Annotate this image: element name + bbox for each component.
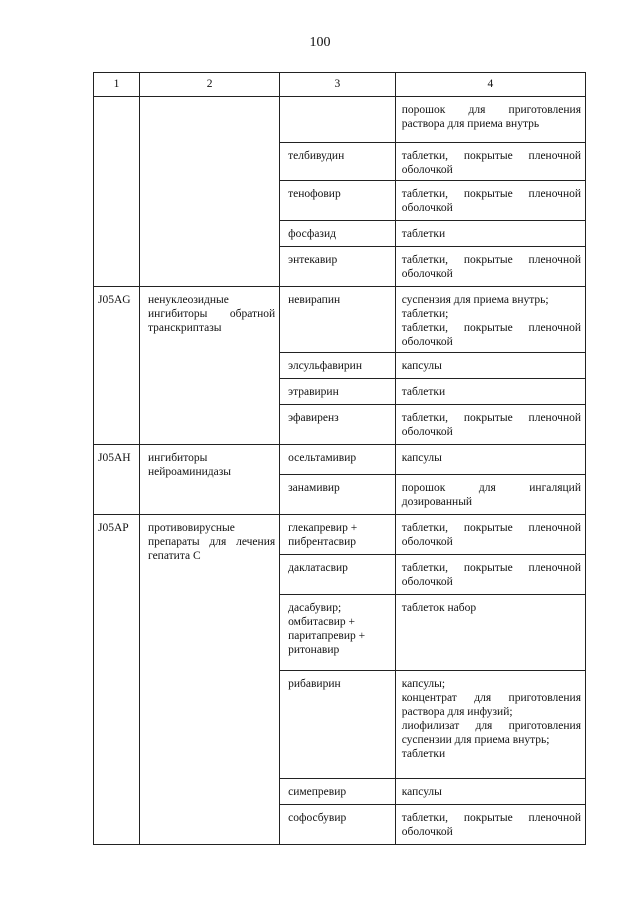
dosage-form-line: таблетки, покрытые пленочной оболочкой <box>401 562 581 588</box>
atc-group-name-cell: противовирусные препараты для лечения гепатита С <box>140 515 280 845</box>
drug-name-cell <box>280 97 396 143</box>
drug-name-cell: эфавиренз <box>280 405 396 445</box>
dosage-form-cell <box>395 143 585 181</box>
dosage-form-cell <box>395 475 585 515</box>
page-number: 100 <box>309 35 331 50</box>
dosage-form-cell <box>395 405 585 445</box>
header-cell-1: 1 <box>94 73 140 97</box>
dosage-form-cell <box>395 287 585 353</box>
dosage-form-cell <box>395 671 585 779</box>
dosage-form-line: таблетки, покрытые пленочной оболочкой <box>401 522 581 548</box>
table-body <box>94 73 586 845</box>
atc-group-name-cell: ингибиторы нейроаминидазы <box>140 445 280 515</box>
dosage-form-line: капсулы <box>401 360 442 372</box>
dosage-form-line: таблетки, покрытые пленочной оболочкой <box>401 150 581 176</box>
dosage-form-cell <box>395 515 585 555</box>
dosage-form-line: таблетки, покрытые пленочной оболочкой <box>401 254 581 280</box>
drug-name-cell: этравирин <box>280 379 396 405</box>
dosage-form-cell <box>395 379 585 405</box>
drug-name-cell: элсульфавирин <box>280 353 396 379</box>
drug-name-cell: софосбувир <box>280 805 396 845</box>
dosage-form-cell <box>395 805 585 845</box>
dosage-form-line: таблетки <box>401 228 446 240</box>
dosage-form-line: таблетки, покрытые пленочной оболочкой <box>401 322 581 348</box>
drug-name-cell: занамивир <box>280 475 396 515</box>
drug-name-cell: тенофовир <box>280 181 396 221</box>
drug-name-cell: симепревир <box>280 779 396 805</box>
dosage-form-line: капсулы <box>401 452 442 464</box>
table-row <box>94 97 586 143</box>
header-cell-2: 2 <box>140 73 280 97</box>
table-row <box>94 287 586 353</box>
dosage-form-line: суспензия для приема внутрь; <box>401 294 549 306</box>
drug-name-cell: фосфазид <box>280 221 396 247</box>
atc-code-cell: J05AG <box>94 287 140 445</box>
dosage-form-line: таблетки <box>401 386 446 398</box>
dosage-form-line: таблетки <box>401 748 446 760</box>
header-cell-3: 3 <box>280 73 396 97</box>
dosage-form-cell <box>395 247 585 287</box>
dosage-form-line: таблетки, покрытые пленочной оболочкой <box>401 188 581 214</box>
dosage-form-cell <box>395 445 585 475</box>
atc-group-name-cell: ненуклеозидные ингибиторы обратной транскриптазы <box>140 287 280 445</box>
dosage-form-line: концентрат для приготовления раствора для инфузий; <box>401 692 581 718</box>
dosage-form-cell <box>395 779 585 805</box>
dosage-form-line: таблеток набор <box>401 602 477 614</box>
dosage-form-line: порошок для приготовления раствора для приема внутрь <box>401 104 581 130</box>
table-header-row <box>94 73 586 97</box>
drug-name-cell: осельтамивир <box>280 445 396 475</box>
dosage-form-line: таблетки, покрытые пленочной оболочкой <box>401 812 581 838</box>
dosage-form-cell <box>395 555 585 595</box>
dosage-form-line: капсулы <box>401 786 442 798</box>
dosage-form-cell <box>395 221 585 247</box>
drug-name-cell: энтекавир <box>280 247 396 287</box>
drug-name-cell: невирапин <box>280 287 396 353</box>
dosage-form-cell <box>395 97 585 143</box>
drug-table <box>93 72 586 845</box>
atc-group-name-cell <box>140 97 280 287</box>
header-cell-4: 4 <box>395 73 585 97</box>
table-row <box>94 445 586 475</box>
dosage-form-line: таблетки; <box>401 308 449 320</box>
dosage-form-line: лиофилизат для приготовления суспензии для приема внутрь; <box>401 720 581 746</box>
drug-name-cell: глекапревир + пибрентасвир <box>280 515 396 555</box>
dosage-form-cell <box>395 181 585 221</box>
dosage-form-line: капсулы; <box>401 678 446 690</box>
drug-name-cell: даклатасвир <box>280 555 396 595</box>
drug-name-cell: рибавирин <box>280 671 396 779</box>
dosage-form-line: таблетки, покрытые пленочной оболочкой <box>401 412 581 438</box>
dosage-form-line: порошок для ингаляций дозированный <box>401 482 581 508</box>
atc-code-cell: J05AP <box>94 515 140 845</box>
dosage-form-cell <box>395 353 585 379</box>
atc-code-cell <box>94 97 140 287</box>
table-row <box>94 515 586 555</box>
atc-code-cell: J05AH <box>94 445 140 515</box>
drug-name-cell: дасабувир; омбитасвир + паритапревир + ритонавир <box>280 595 396 671</box>
drug-name-cell: телбивудин <box>280 143 396 181</box>
dosage-form-cell <box>395 595 585 671</box>
